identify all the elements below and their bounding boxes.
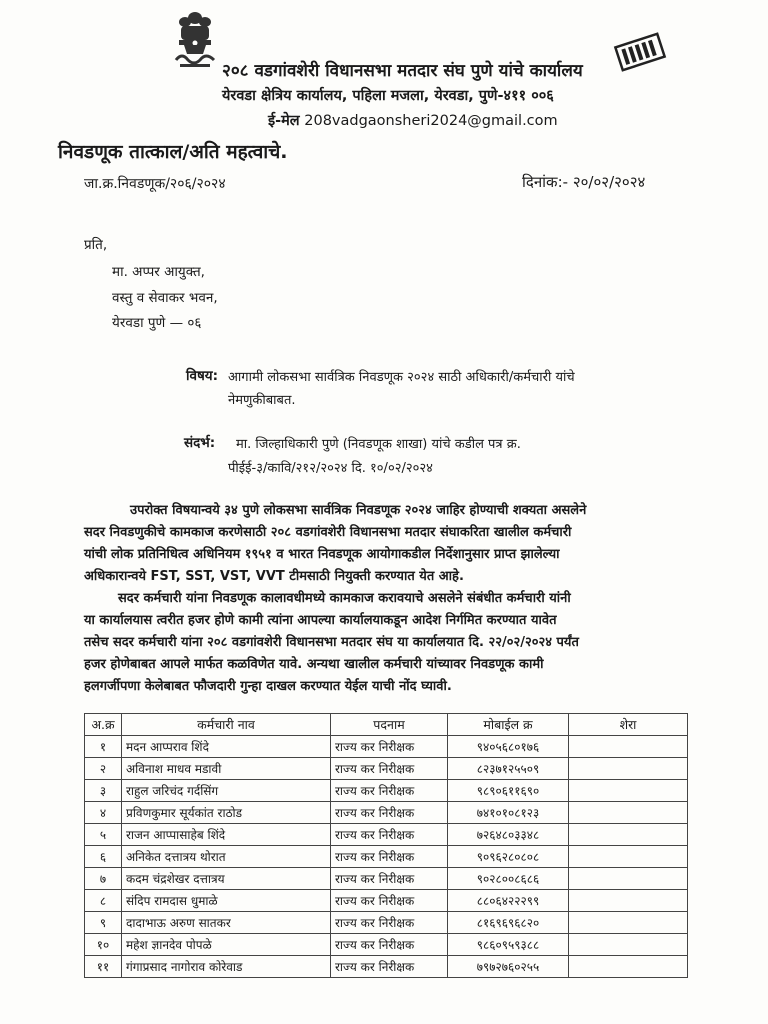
table-row <box>85 824 688 846</box>
body-para1-line: सदर निवडणुकीचे कामकाज करणेसाठी २०८ वडगांवशेरी विधानसभा मतदार संघाकरिता खालील कर्मचारी <box>84 525 572 540</box>
cell-serial: ११ <box>85 956 122 978</box>
cell-name: गंगाप्रसाद नागोराव कोरेवाड <box>122 956 331 978</box>
cell-designation: राज्य कर निरीक्षक <box>331 846 448 868</box>
reference-label: संदर्भ: <box>184 435 216 451</box>
cell-serial: ५ <box>85 824 122 846</box>
cell-mobile: ९०९६२८०८०८ <box>448 846 569 868</box>
table-row <box>85 890 688 912</box>
date-value: २०/०२/२०२४ <box>572 173 646 191</box>
addressee-line: मा. अप्पर आयुक्त, <box>112 264 205 280</box>
body-para1-line: यांची लोक प्रतिनिधित्व अधिनियम १९५१ व भारत निवडणूक आयोगाकडील निर्देशानुसार प्राप्त झालेल्या <box>84 547 560 562</box>
cell-remarks <box>569 956 688 978</box>
cell-serial: ९ <box>85 912 122 934</box>
email-label: ई-मेल <box>268 113 300 129</box>
office-title: २०८ वडगांवशेरी विधानसभा मतदार संघ पुणे यांचे कार्यालय <box>222 61 583 81</box>
cell-name: दादाभाऊ अरुण सातकर <box>122 912 331 934</box>
cell-mobile: ७२६४८०३३४८ <box>448 824 569 846</box>
table-row <box>85 912 688 934</box>
cell-mobile: ८१६९६९६८२० <box>448 912 569 934</box>
reference-line-1: मा. जिल्हाधिकारी पुणे (निवडणूक शाखा) यांचे कडील पत्र क्र. <box>236 437 521 452</box>
cell-serial: ६ <box>85 846 122 868</box>
cell-remarks <box>569 934 688 956</box>
national-emblem-icon <box>170 8 220 74</box>
cell-serial: ७ <box>85 868 122 890</box>
date-line <box>522 172 645 192</box>
cell-serial: १० <box>85 934 122 956</box>
cell-mobile: ९०२८००८६८६ <box>448 868 569 890</box>
reference-number: जा.क्र.निवडणूक/२०६/२०२४ <box>84 176 226 192</box>
cell-designation: राज्य कर निरीक्षक <box>331 758 448 780</box>
table-row <box>85 758 688 780</box>
header-mobile: मोबाईल क्र <box>448 714 569 736</box>
header-name: कर्मचारी नाव <box>122 714 331 736</box>
cell-remarks <box>569 890 688 912</box>
header-remarks: शेरा <box>569 714 688 736</box>
cell-designation: राज्य कर निरीक्षक <box>331 802 448 824</box>
body-para1-line: उपरोक्त विषयान्वये ३४ पुणे लोकसभा सार्वत्रिक निवडणूक २०२४ जाहिर होण्याची शक्यता असलेने <box>130 503 587 518</box>
cell-mobile: ७४१०१०८१२३ <box>448 802 569 824</box>
cell-name: मदन आप्पराव शिंदे <box>122 736 331 758</box>
cell-remarks <box>569 780 688 802</box>
table-row <box>85 736 688 758</box>
cell-name: संदिप रामदास धुमाळे <box>122 890 331 912</box>
cell-name: राजन आप्पासाहेब शिंदे <box>122 824 331 846</box>
cell-remarks <box>569 802 688 824</box>
body-para2-line: सदर कर्मचारी यांना निवडणूक कालावधीमध्ये कामकाज करावयाचे असलेने संबंधीत कर्मचारी यांनी <box>118 591 571 606</box>
table-row <box>85 780 688 802</box>
cell-name: महेश ज्ञानदेव पोपळे <box>122 934 331 956</box>
cell-designation: राज्य कर निरीक्षक <box>331 934 448 956</box>
addressee-line: येरवडा पुणे — ०६ <box>112 315 202 331</box>
body-para2-line: हलगर्जीपणा केलेबाबत फौजदारी गुन्हा दाखल करण्यात येईल याची नोंद घ्यावी. <box>84 679 452 694</box>
table-row <box>85 956 688 978</box>
cell-remarks <box>569 736 688 758</box>
cell-designation: राज्य कर निरीक्षक <box>331 824 448 846</box>
table-row <box>85 934 688 956</box>
cell-mobile: ९४०५६८०१७६ <box>448 736 569 758</box>
staff-table <box>84 713 688 978</box>
header-serial: अ.क्र <box>85 714 122 736</box>
cell-name: राहुल जरिचंद गर्दसिंग <box>122 780 331 802</box>
header-designation: पदनाम <box>331 714 448 736</box>
cell-mobile: ९८६०९५९३८८ <box>448 934 569 956</box>
cell-serial: २ <box>85 758 122 780</box>
table-row <box>85 846 688 868</box>
cell-designation: राज्य कर निरीक्षक <box>331 912 448 934</box>
cell-remarks <box>569 846 688 868</box>
cell-serial: १ <box>85 736 122 758</box>
subject-label: विषय: <box>186 368 219 384</box>
body-para2-line: हजर होणेबाबत आपले मार्फत कळविणेत यावे. अन्यथा खालील कर्मचारी यांच्यावर निवडणूक कामी <box>84 657 544 672</box>
cell-mobile: ८८०६४२२२९९ <box>448 890 569 912</box>
addressee-prati: प्रति, <box>84 237 108 253</box>
body-para2-line: या कार्यालयास त्वरीत हजर होणे कामी त्यांना आपल्या कार्यालयाकडून आदेश निर्गमित करण्यात यावेत <box>84 613 557 628</box>
cell-name: अविनाश माधव मडावी <box>122 758 331 780</box>
body-para1-line: अधिकारान्वये FST, SST, VST, VVT टीमसाठी नियुक्ती करण्यात येत आहे. <box>84 569 464 584</box>
date-label: दिनांक:- <box>522 173 569 191</box>
subject-line-1: आगामी लोकसभा सार्वत्रिक निवडणूक २०२४ साठी अधिकारी/कर्मचारी यांचे <box>228 370 575 385</box>
cell-designation: राज्य कर निरीक्षक <box>331 956 448 978</box>
body-para2-line: तसेच सदर कर्मचारी यांना २०८ वडगांवशेरी विधानसभा मतदार संघ या कार्यालयात दि. २२/०२/२०२४ पर्यंत <box>84 635 579 650</box>
cell-mobile: ९८९०६११६९० <box>448 780 569 802</box>
cell-designation: राज्य कर निरीक्षक <box>331 780 448 802</box>
cell-mobile: ८२३७१२५५०९ <box>448 758 569 780</box>
cell-name: अनिकेत दत्तात्रय थोरात <box>122 846 331 868</box>
cell-remarks <box>569 824 688 846</box>
cell-name: कदम चंद्रशेखर दत्तात्रय <box>122 868 331 890</box>
cell-designation: राज्य कर निरीक्षक <box>331 868 448 890</box>
cell-remarks <box>569 868 688 890</box>
cell-designation: राज्य कर निरीक्षक <box>331 736 448 758</box>
office-email <box>268 110 558 130</box>
cell-serial: ३ <box>85 780 122 802</box>
table-row <box>85 802 688 824</box>
addressee-line: वस्तु व सेवाकर भवन, <box>112 290 218 306</box>
table-header-row <box>85 714 688 736</box>
cell-remarks <box>569 912 688 934</box>
cell-remarks <box>569 758 688 780</box>
cell-serial: ४ <box>85 802 122 824</box>
office-address: येरवडा क्षेत्रिय कार्यालय, पहिला मजला, येरवडा, पुणे-४११ ००६ <box>222 88 554 104</box>
reference-line-2: पीईई-३/कावि/२१२/२०२४ दि. १०/०२/२०२४ <box>228 461 433 476</box>
cell-designation: राज्य कर निरीक्षक <box>331 890 448 912</box>
urgent-title: निवडणूक तात्काल/अति महत्वाचे. <box>58 141 288 163</box>
email-address: 208vadgaonsheri2024@gmail.com <box>304 113 558 129</box>
cell-name: प्रविणकुमार सूर्यकांत राठोड <box>122 802 331 824</box>
table-row <box>85 868 688 890</box>
cell-serial: ८ <box>85 890 122 912</box>
cell-mobile: ७९७२७६०२५५ <box>448 956 569 978</box>
subject-line-2: नेमणुकीबाबत. <box>228 393 296 408</box>
